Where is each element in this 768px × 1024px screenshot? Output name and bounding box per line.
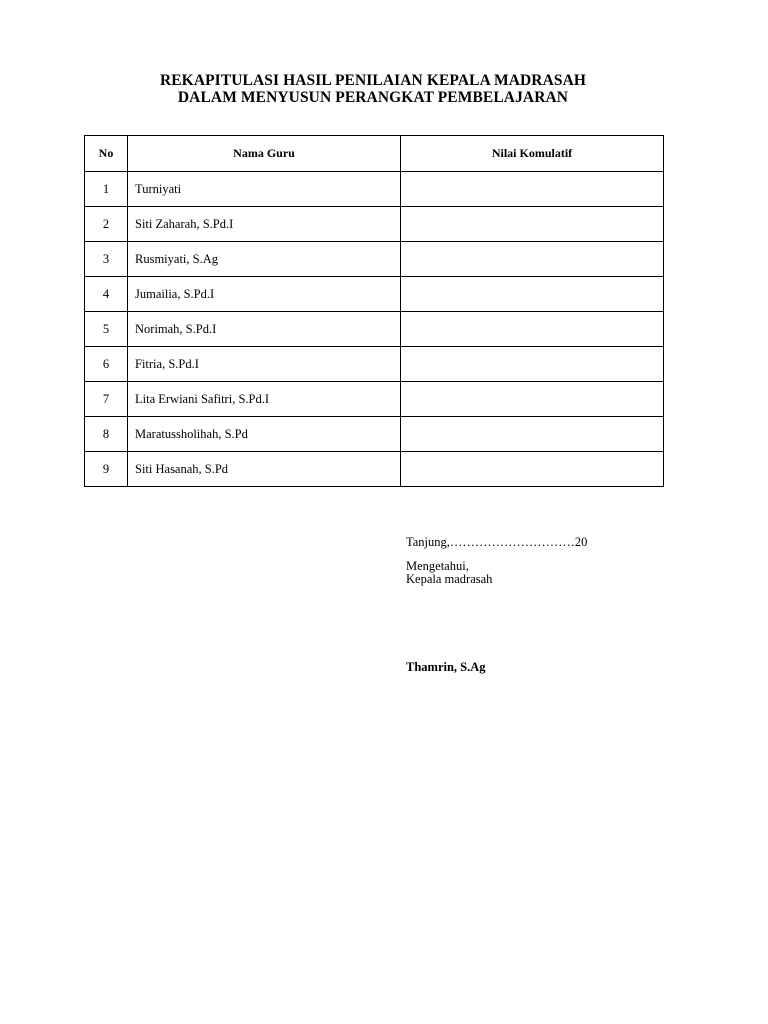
signer-role: Kepala madrasah bbox=[406, 572, 493, 586]
row-number: 7 bbox=[85, 382, 128, 417]
teacher-name: Fitria, S.Pd.I bbox=[128, 347, 401, 382]
table-row bbox=[85, 417, 664, 452]
cumulative-value-cell bbox=[401, 347, 664, 382]
teacher-name: Turniyati bbox=[128, 172, 401, 207]
signer-name: Thamrin, S.Ag bbox=[406, 660, 486, 674]
table-row bbox=[85, 207, 664, 242]
row-number: 3 bbox=[85, 242, 128, 277]
cumulative-value-cell bbox=[401, 417, 664, 452]
cumulative-value-cell bbox=[401, 452, 664, 487]
table-row bbox=[85, 172, 664, 207]
header-no: No bbox=[85, 136, 128, 172]
document-title-line-2: DALAM MENYUSUN PERANGKAT PEMBELAJARAN bbox=[177, 89, 569, 106]
table-row bbox=[85, 347, 664, 382]
row-number: 8 bbox=[85, 417, 128, 452]
cumulative-value-cell bbox=[401, 172, 664, 207]
table-header-row bbox=[85, 136, 664, 172]
table-row bbox=[85, 277, 664, 312]
place-date-line: Tanjung,…………………………20 bbox=[406, 535, 588, 549]
cumulative-value-cell bbox=[401, 312, 664, 347]
document-title-line-1: REKAPITULASI HASIL PENILAIAN KEPALA MADRASAH bbox=[159, 72, 587, 89]
header-cumulative-value: Nilai Komulatif bbox=[401, 136, 664, 172]
teacher-name: Lita Erwiani Safitri, S.Pd.I bbox=[128, 382, 401, 417]
cumulative-value-cell bbox=[401, 277, 664, 312]
table-row bbox=[85, 312, 664, 347]
row-number: 4 bbox=[85, 277, 128, 312]
teacher-name: Siti Zaharah, S.Pd.I bbox=[128, 207, 401, 242]
teacher-name: Rusmiyati, S.Ag bbox=[128, 242, 401, 277]
table-row bbox=[85, 242, 664, 277]
teacher-name: Siti Hasanah, S.Pd bbox=[128, 452, 401, 487]
teacher-name: Norimah, S.Pd.I bbox=[128, 312, 401, 347]
header-teacher-name: Nama Guru bbox=[128, 136, 401, 172]
cumulative-value-cell bbox=[401, 207, 664, 242]
acknowledged-label: Mengetahui, bbox=[406, 559, 469, 573]
row-number: 9 bbox=[85, 452, 128, 487]
row-number: 2 bbox=[85, 207, 128, 242]
cumulative-value-cell bbox=[401, 382, 664, 417]
teacher-name: Jumailia, S.Pd.I bbox=[128, 277, 401, 312]
row-number: 1 bbox=[85, 172, 128, 207]
table-row bbox=[85, 382, 664, 417]
table-row bbox=[85, 452, 664, 487]
row-number: 6 bbox=[85, 347, 128, 382]
recap-table bbox=[84, 135, 664, 487]
row-number: 5 bbox=[85, 312, 128, 347]
cumulative-value-cell bbox=[401, 242, 664, 277]
teacher-name: Maratussholihah, S.Pd bbox=[128, 417, 401, 452]
